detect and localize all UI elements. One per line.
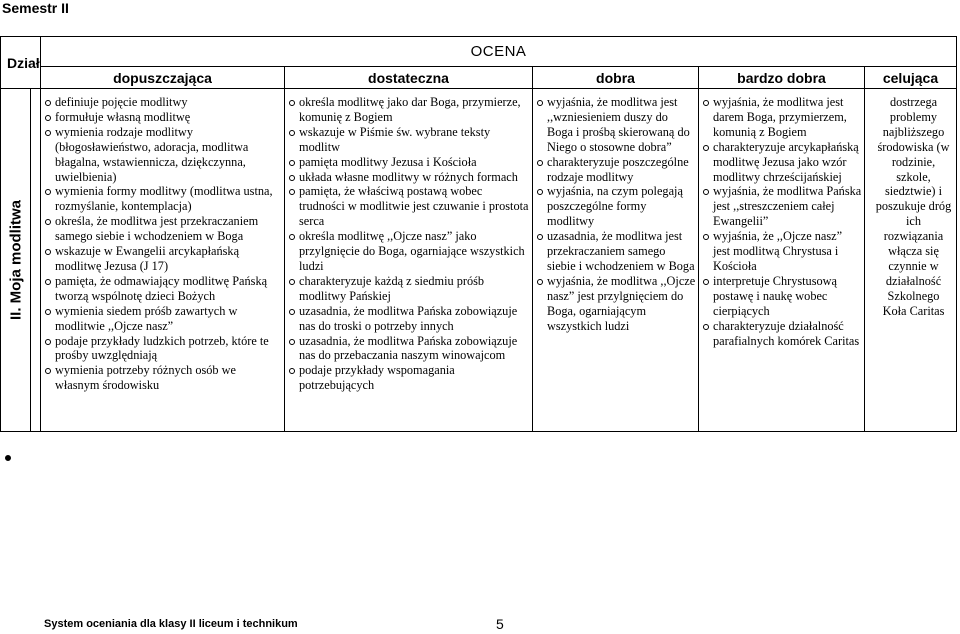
criteria-item: wymienia potrzeby różnych osób we własnym środowisku — [55, 363, 282, 393]
cell-celujaca — [865, 89, 957, 432]
grade-header-dopuszczajaca: dopuszczająca — [41, 67, 285, 89]
criteria-list — [699, 89, 864, 348]
criteria-item: interpretuje Chrystusową postawę i naukę wobec cierpiących — [713, 274, 862, 319]
criteria-item: podaje przykłady wspomagania potrzebujących — [299, 363, 530, 393]
criteria-item: charakteryzuje działalność parafialnych komórek Caritas — [713, 319, 862, 349]
page-title: Semestr II — [2, 0, 69, 16]
cell-dobra — [533, 89, 699, 432]
page-number: 5 — [496, 616, 504, 632]
header-ocena: OCENA — [41, 37, 957, 67]
section-label-cell — [1, 89, 31, 432]
cell-dostateczna — [285, 89, 533, 432]
grade-header-bardzo-dobra: bardzo dobra — [699, 67, 865, 89]
criteria-item: wyjaśnia, że ,,Ojcze nasz” jest modlitwą Chrystusa i Kościoła — [713, 229, 862, 274]
section-label: II. Moja modlitwa — [7, 199, 24, 321]
cell-bardzo-dobra — [699, 89, 865, 432]
criteria-item: określa modlitwę ,,Ojcze nasz” jako przylgnięcie do Boga, ogarniające wszystkich ludzi — [299, 229, 530, 274]
criteria-item: wymienia siedem próśb zawartych w modlitwie ,,Ojcze nasz” — [55, 304, 282, 334]
criteria-item: uzasadnia, że modlitwa Pańska zobowiązuje nas do troski o potrzeby innych — [299, 304, 530, 334]
criteria-item: wyjaśnia, że modlitwa ,,Ojcze nasz” jest przylgnięciem do Boga, ogarniającym wszystkich ludzi — [547, 273, 696, 333]
cell-dopuszczajaca — [41, 89, 285, 432]
criteria-item: charakteryzuje poszczególne rodzaje modlitwy — [547, 155, 696, 185]
criteria-item: pamięta, że odmawiający modlitwę Pańską tworzą wspólnotę dzieci Bożych — [55, 274, 282, 304]
criteria-item: pamięta modlitwy Jezusa i Kościoła — [299, 155, 530, 170]
criteria-item: charakteryzuje arcykapłańską modlitwę Jezusa jako wzór modlitwy chrześcijańskiej — [713, 140, 862, 185]
criteria-list — [285, 89, 532, 393]
header-dzial: Dział — [1, 37, 41, 89]
criteria-item: wskazuje w Ewangelii arcykapłańską modlitwę Jezusa (J 17) — [55, 244, 282, 274]
criteria-item: określa, że modlitwa jest przekraczaniem samego siebie i wchodzeniem w Boga — [55, 214, 282, 244]
criteria-item: układa własne modlitwy w różnych formach — [299, 170, 530, 185]
criteria-list — [865, 89, 956, 319]
criteria-item: wyjaśnia, że modlitwa Pańska jest ,,streszczeniem całej Ewangelii” — [713, 184, 862, 229]
grade-header-dobra: dobra — [533, 67, 699, 89]
grading-table — [0, 36, 957, 432]
criteria-item: wskazuje w Piśmie św. wybrane teksty modlitw — [299, 125, 530, 155]
bullet-icon — [5, 455, 11, 461]
criteria-item: wymienia rodzaje modlitwy (błogosławieństwo, adoracja, modlitwa błagalna, wstawiennicza, dziękczynna, uwielbienia) — [55, 125, 282, 185]
criteria-item: określa modlitwę jako dar Boga, przymierze, komunię z Bogiem — [299, 95, 530, 125]
criteria-item: formułuje własną modlitwę — [55, 110, 282, 125]
criteria-item: charakteryzuje każdą z siedmiu próśb modlitwy Pańskiej — [299, 274, 530, 304]
criteria-item: wymienia formy modlitwy (modlitwa ustna, rozmyślanie, kontemplacja) — [55, 184, 282, 214]
grade-header-dostateczna: dostateczna — [285, 67, 533, 89]
criteria-list — [533, 89, 698, 334]
spacer-cell — [31, 89, 41, 432]
criteria-item: wyjaśnia, że modlitwa jest ,,wzniesieniem duszy do Boga i prośbą skierowaną do Niego o stosowne dobra” — [547, 95, 696, 155]
criteria-item: pamięta, że właściwą postawą wobec trudności w modlitwie jest czuwanie i prostota serca — [299, 184, 529, 229]
criteria-item: uzasadnia, że modlitwa Pańska zobowiązuje nas do przebaczania naszym winowajcom — [299, 334, 530, 364]
grade-header-celujaca: celująca — [865, 67, 957, 89]
criteria-item: wyjaśnia, że modlitwa jest darem Boga, przymierzem, komunią z Bogiem — [713, 95, 862, 140]
criteria-item: dostrzega problemy najbliższego środowiska (w rodzinie, szkole, siedztwie) i poszukuje dróg ich rozwiązania — [875, 95, 952, 244]
criteria-list — [41, 89, 284, 393]
criteria-item: uzasadnia, że modlitwa jest przekraczaniem samego siebie i wchodzeniem w Boga — [547, 229, 695, 273]
criteria-item: definiuje pojęcie modlitwy — [55, 95, 282, 110]
criteria-item: podaje przykłady ludzkich potrzeb, które te prośby uwzględniają — [55, 334, 282, 364]
criteria-item: włącza się czynnie w działalność Szkolnego Koła Caritas — [882, 244, 945, 318]
criteria-item: wyjaśnia, na czym polegają poszczególne formy modlitwy — [547, 184, 696, 229]
footer-text: System oceniania dla klasy II liceum i technikum — [44, 618, 298, 630]
